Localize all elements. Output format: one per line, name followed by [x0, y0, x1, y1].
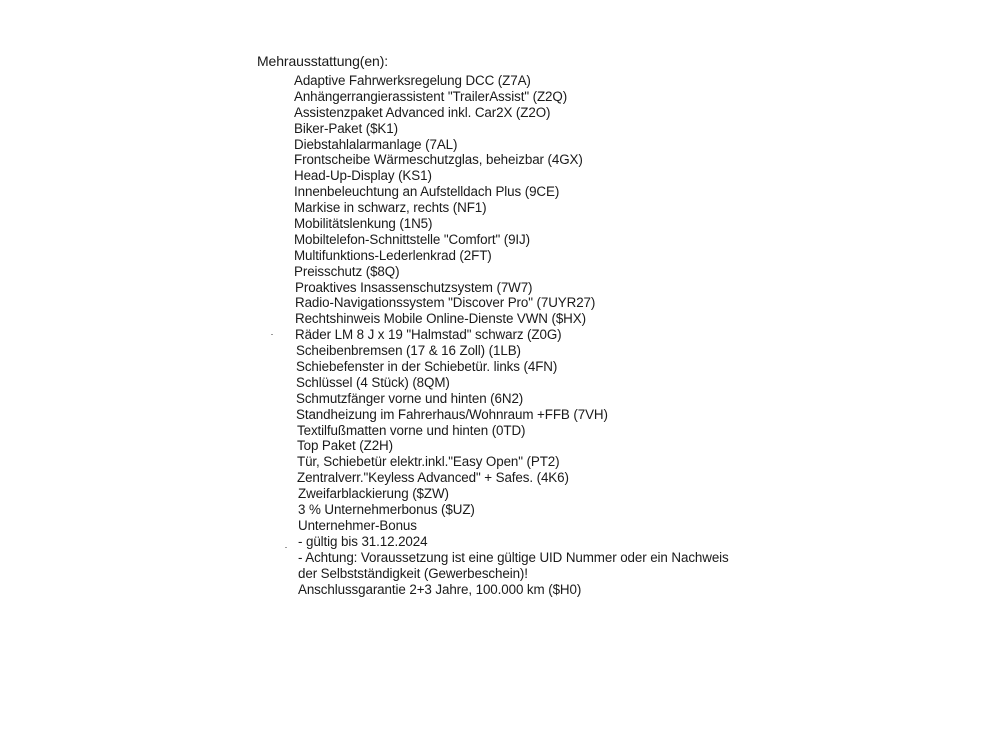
scan-speck: [271, 334, 273, 335]
list-item: Markise in schwarz, rechts (NF1): [294, 200, 487, 216]
list-item: Anschlussgarantie 2+3 Jahre, 100.000 km ($H0): [298, 581, 582, 597]
equipment-heading: Mehrausstattung(en):: [257, 53, 389, 69]
list-item: Preisschutz ($8Q): [294, 263, 400, 279]
list-item: Radio-Navigationssystem "Discover Pro" (7UYR27): [295, 295, 596, 311]
equipment-list: [294, 73, 729, 597]
list-item: Head-Up-Display (KS1): [294, 168, 432, 184]
list-item: Rechtshinweis Mobile Online-Dienste VWN ($HX): [295, 311, 586, 327]
list-item: Zentralverr."Keyless Advanced" + Safes. (4K6): [297, 470, 569, 486]
list-item: Textilfußmatten vorne und hinten (0TD): [297, 422, 526, 438]
list-item: Mobilitätslenkung (1N5): [294, 216, 433, 232]
list-item: Schlüssel (4 Stück) (8QM): [296, 374, 450, 390]
list-item: Diebstahlalarmanlage (7AL): [294, 136, 458, 152]
list-item: Scheibenbremsen (17 & 16 Zoll) (1LB): [296, 343, 521, 359]
list-item: der Selbstständigkeit (Gewerbeschein)!: [298, 565, 528, 581]
list-item: Mobiltelefon-Schnittstelle "Comfort" (9IJ): [294, 231, 531, 247]
scan-speck: [285, 547, 287, 548]
list-item: Proaktives Insassenschutzsystem (7W7): [295, 279, 533, 295]
list-item: Anhängerrangierassistent "TrailerAssist" (Z2Q): [294, 88, 568, 104]
list-item: Assistenzpaket Advanced inkl. Car2X (Z2O): [294, 104, 551, 120]
list-item: 3 % Unternehmerbonus ($UZ): [298, 502, 475, 518]
list-item: - Achtung: Voraussetzung ist eine gültige UID Nummer oder ein Nachweis: [298, 549, 729, 565]
list-item: Unternehmer-Bonus: [298, 517, 417, 533]
list-item: Frontscheibe Wärmeschutzglas, beheizbar (4GX): [294, 152, 583, 168]
list-item: Räder LM 8 J x 19 "Halmstad" schwarz (Z0G): [295, 327, 562, 343]
list-item: Multifunktions-Lederlenkrad (2FT): [294, 247, 492, 263]
list-item: - gültig bis 31.12.2024: [298, 533, 428, 549]
list-item: Biker-Paket ($K1): [294, 120, 398, 136]
list-item: Top Paket (Z2H): [297, 438, 393, 454]
list-item: Schmutzfänger vorne und hinten (6N2): [296, 390, 524, 406]
list-item: Adaptive Fahrwerksregelung DCC (Z7A): [294, 73, 531, 88]
list-item: Innenbeleuchtung an Aufstelldach Plus (9CE): [294, 184, 560, 200]
list-item: Zweifarblackierung ($ZW): [298, 486, 449, 502]
list-item: Standheizung im Fahrerhaus/Wohnraum +FFB (7VH): [296, 406, 608, 422]
list-item: Schiebefenster in der Schiebetür. links (4FN): [296, 359, 558, 375]
list-item: Tür, Schiebetür elektr.inkl."Easy Open" (PT2): [297, 454, 560, 470]
